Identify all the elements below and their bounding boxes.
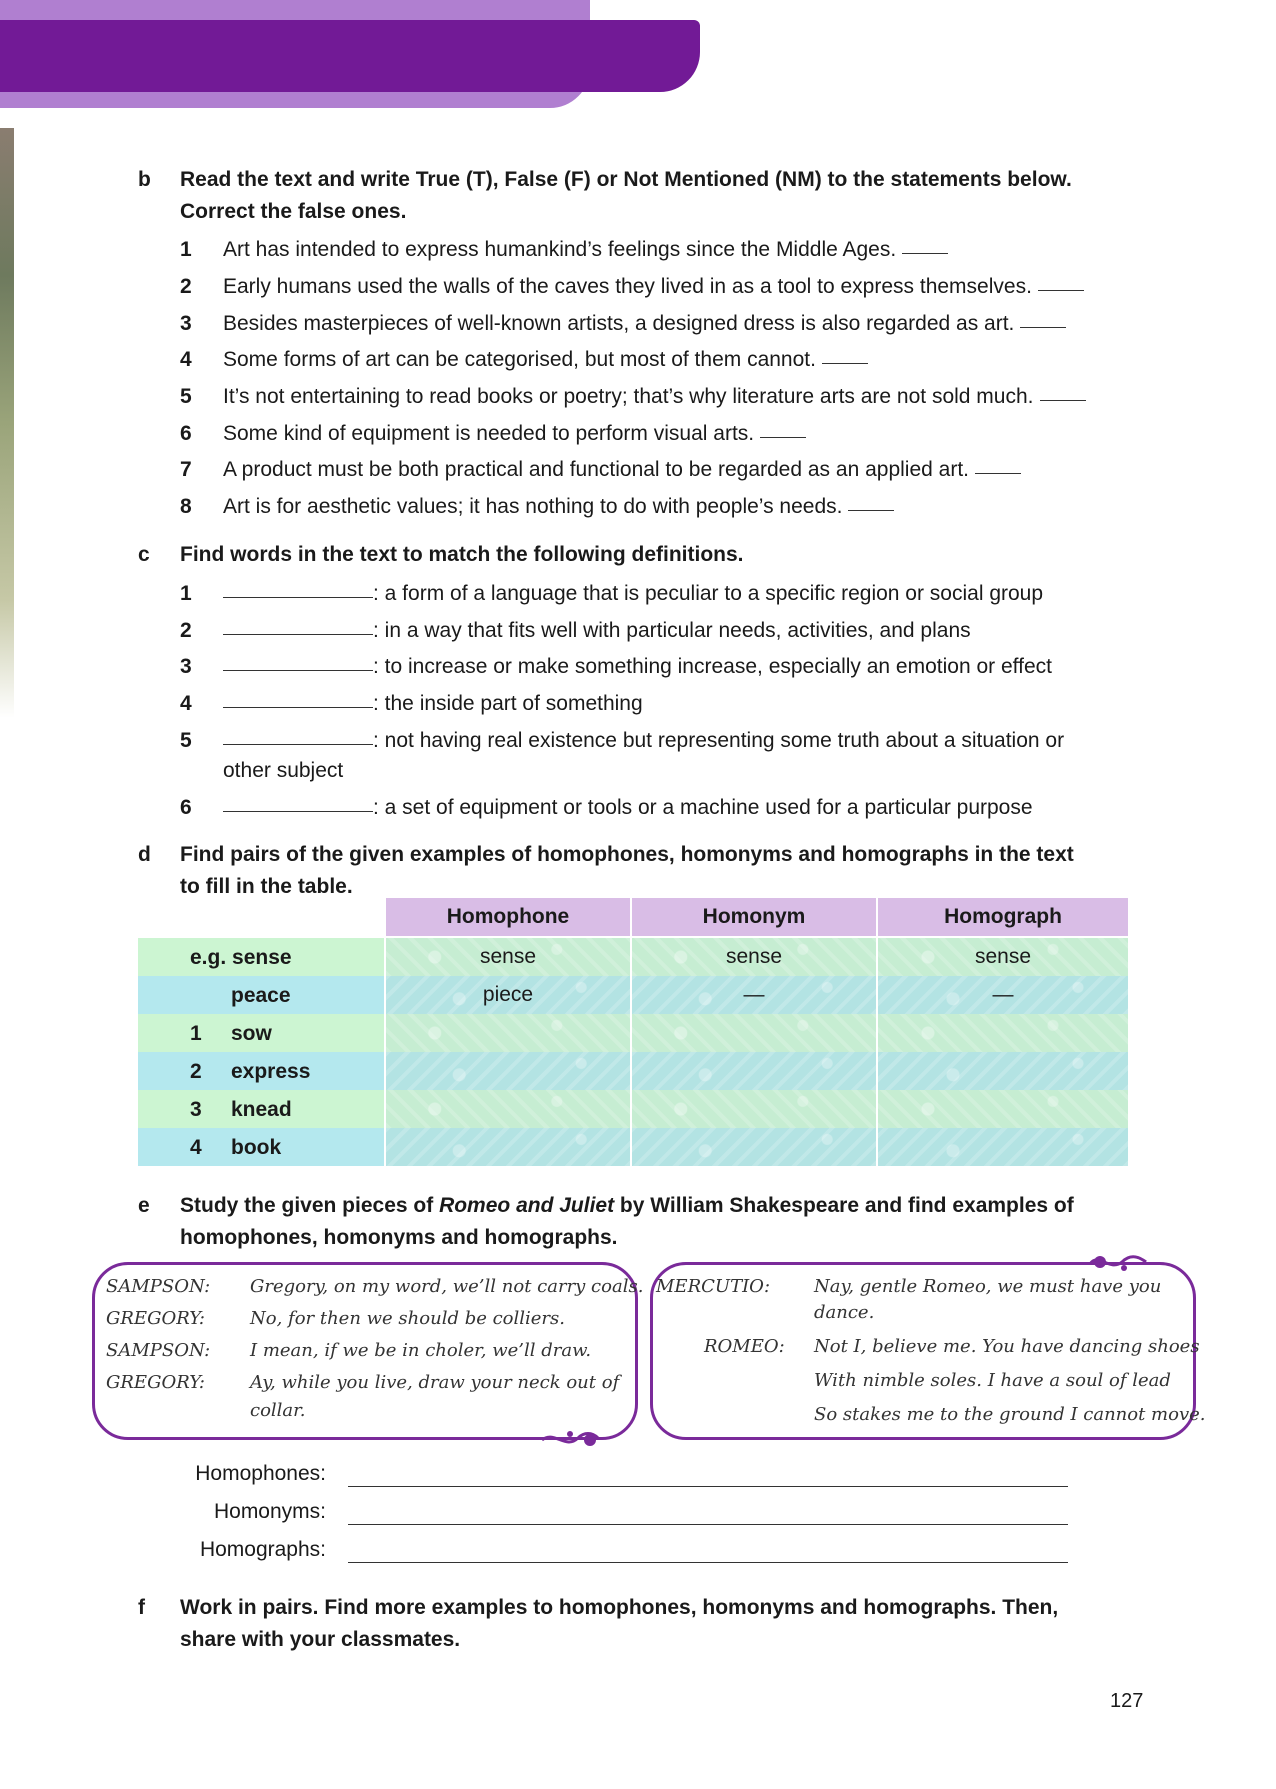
- row-label: 3 knead: [138, 1090, 384, 1128]
- answer-blank[interactable]: [822, 363, 868, 364]
- quote-line: So stakes me to the ground I cannot move.: [814, 1404, 1206, 1425]
- row-label: peace: [138, 976, 384, 1014]
- quote-line: collar.: [250, 1400, 306, 1421]
- table-row: [138, 938, 1128, 976]
- answer-blank[interactable]: [223, 634, 373, 635]
- section-title: Find words in the text to match the following definitions.: [180, 543, 744, 566]
- section-title: Find pairs of the given examples of homophones, homonyms and homographs in the text to fill in the table.: [180, 843, 1074, 898]
- section-letter: b: [138, 168, 151, 191]
- table-cell[interactable]: [632, 1014, 876, 1052]
- table-row: [138, 976, 1128, 1014]
- quote-line: dance.: [814, 1302, 875, 1323]
- answer-line[interactable]: [348, 1524, 1068, 1525]
- table-cell[interactable]: [386, 1128, 630, 1166]
- section-title: Study the given pieces of Romeo and Juliet by William Shakespeare and find examples of homophones, homonyms and homographs.: [180, 1194, 1074, 1249]
- table-row: [138, 1052, 1128, 1090]
- table-row: [138, 1014, 1128, 1052]
- answer-line[interactable]: [348, 1486, 1068, 1487]
- table-cell[interactable]: [386, 1014, 630, 1052]
- answer-label: Homonyms:: [213, 1500, 326, 1523]
- table-cell[interactable]: [878, 1090, 1128, 1128]
- table-cell[interactable]: [386, 1052, 630, 1090]
- section-title: Work in pairs. Find more examples to homophones, homonyms and homographs. Then, share with your classmates.: [180, 1596, 1059, 1651]
- left-photo-strip: [0, 128, 14, 718]
- quote-line: With nimble soles. I have a soul of lead: [814, 1370, 1171, 1391]
- table-cell[interactable]: piece: [386, 976, 630, 1014]
- table-cell[interactable]: sense: [386, 938, 630, 976]
- answer-blank[interactable]: [223, 707, 373, 708]
- answer-blank[interactable]: [1020, 327, 1066, 328]
- table-cell[interactable]: [878, 1052, 1128, 1090]
- row-label: e.g. sense: [138, 938, 384, 976]
- section-letter: c: [138, 543, 150, 566]
- answer-blank[interactable]: [1038, 290, 1084, 291]
- table-cell[interactable]: [386, 1090, 630, 1128]
- table-cell[interactable]: [878, 1128, 1128, 1166]
- answer-label: Homographs:: [199, 1538, 326, 1561]
- flourish-ornament: [540, 1422, 602, 1452]
- table-cell[interactable]: —: [632, 976, 876, 1014]
- column-header: Homophone: [386, 898, 630, 936]
- table-cell[interactable]: —: [878, 976, 1128, 1014]
- table-cell[interactable]: [632, 1090, 876, 1128]
- answer-blank[interactable]: [975, 473, 1021, 474]
- answer-blank[interactable]: [1040, 400, 1086, 401]
- row-label: 2 express: [138, 1052, 384, 1090]
- answer-blank[interactable]: [760, 437, 806, 438]
- column-header: Homonym: [632, 898, 876, 936]
- answer-blank[interactable]: [848, 510, 894, 511]
- answer-blank[interactable]: [223, 597, 373, 598]
- table-row: [138, 1128, 1128, 1166]
- answer-line[interactable]: [348, 1562, 1068, 1563]
- page-number: 127: [1110, 1690, 1144, 1712]
- answer-label: Homophones:: [195, 1462, 326, 1485]
- table-cell[interactable]: [878, 1014, 1128, 1052]
- answer-blank[interactable]: [223, 744, 373, 745]
- answer-blank[interactable]: [902, 253, 948, 254]
- row-label: 1 sow: [138, 1014, 384, 1052]
- column-header: Homograph: [878, 898, 1128, 936]
- header-band-dark: [0, 20, 700, 92]
- table-row: [138, 1090, 1128, 1128]
- section-letter: f: [138, 1596, 145, 1619]
- flourish-ornament: [1088, 1248, 1150, 1278]
- section-letter: e: [138, 1194, 150, 1217]
- table-cell[interactable]: sense: [878, 938, 1128, 976]
- section-letter: d: [138, 843, 151, 866]
- table-cell[interactable]: sense: [632, 938, 876, 976]
- table-cell[interactable]: [632, 1052, 876, 1090]
- table-cell[interactable]: [632, 1128, 876, 1166]
- answer-blank[interactable]: [223, 670, 373, 671]
- section-title: Read the text and write True (T), False (F) or Not Mentioned (NM) to the statements below. Correct the false ones.: [180, 168, 1072, 223]
- answer-blank[interactable]: [223, 811, 373, 812]
- row-label: 4 book: [138, 1128, 384, 1166]
